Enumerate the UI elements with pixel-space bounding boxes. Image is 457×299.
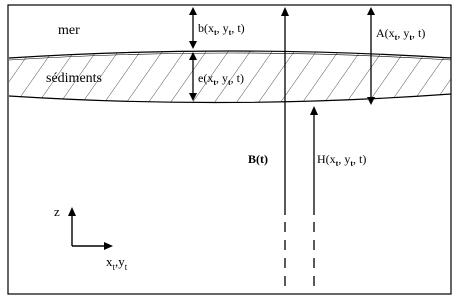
sediments-label: sédiments [46, 71, 102, 86]
H-label: $H(x_t$, $y_t$, t) [317, 152, 367, 168]
H-arrow-head [310, 106, 318, 115]
b-arrow-head-top [189, 7, 197, 15]
frame [8, 5, 451, 294]
e-label: $e(x_t$, $y_t$, t) [198, 71, 245, 87]
B-label: B(t) [248, 152, 268, 166]
A-label: $A(x_t$, $y_t$, t) [376, 26, 426, 42]
B-arrow-head [281, 7, 289, 16]
xy-axis-label: $x_t,y_t$ [106, 254, 128, 272]
A-arrow-head-top [367, 7, 375, 15]
sea-label: mer [58, 23, 80, 38]
z-axis-head [68, 207, 76, 216]
z-axis-label: z [54, 204, 60, 219]
xy-axis-head [104, 242, 113, 250]
b-arrow-head-bottom [189, 41, 197, 49]
A-arrow-head-bottom [367, 97, 375, 105]
b-label: $b(x_t$, $y_t$, t) [198, 21, 245, 37]
